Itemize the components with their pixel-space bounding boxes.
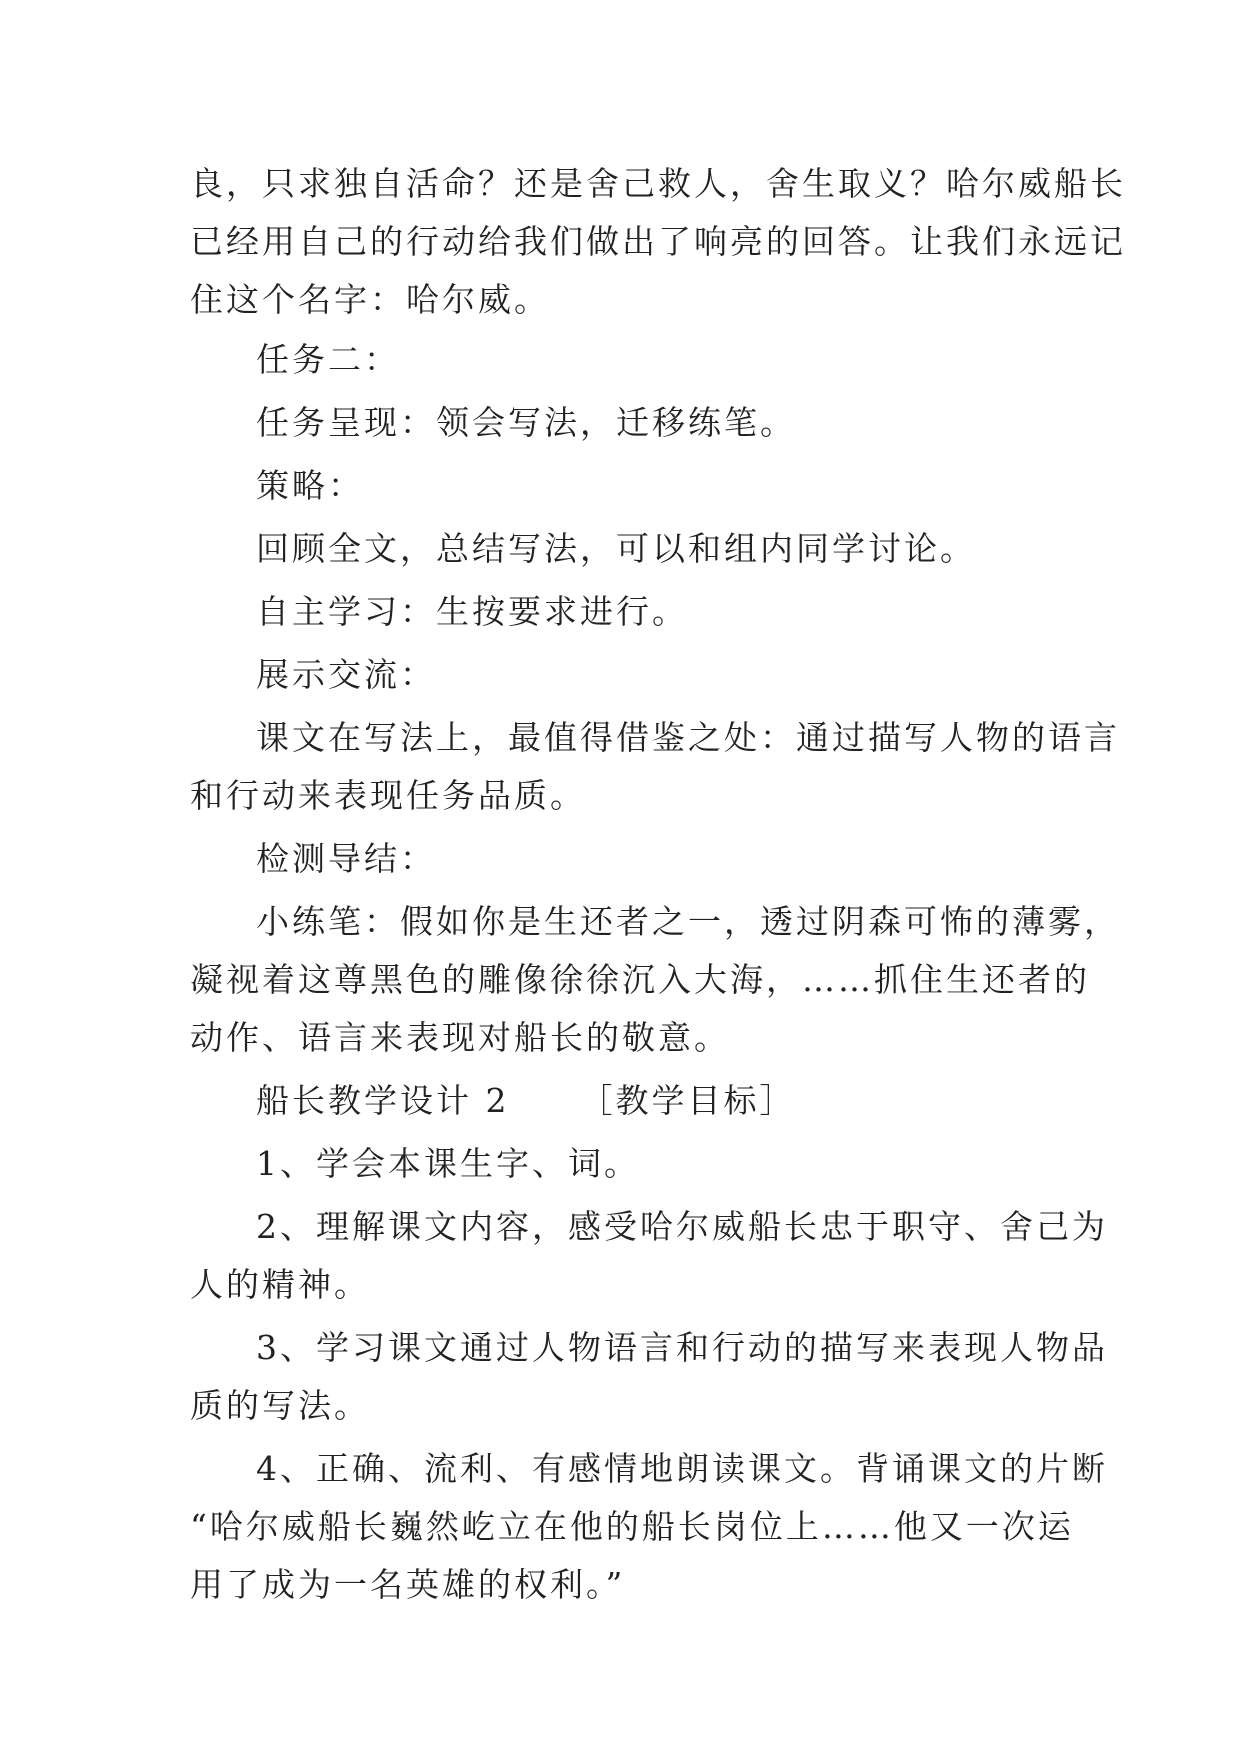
- goal-item-3: [190, 1319, 1108, 1435]
- text-line: “哈尔威船长巍然屹立在他的船长岗位上……他又一次运: [190, 1507, 1074, 1546]
- text-line: 质的写法。: [190, 1386, 370, 1425]
- text-line: 用了成为一名英雄的权利。”: [190, 1565, 626, 1604]
- goal-item-1: 1、学会本课生字、词。: [256, 1144, 640, 1183]
- heading-strategy: 策略：: [256, 466, 364, 505]
- heading-check: 检测导结：: [256, 839, 436, 878]
- text-line: 和行动来表现任务品质。: [190, 776, 586, 815]
- paragraph-practice: [190, 893, 1120, 1067]
- paragraph-task-present: 任务呈现：领会写法，迁移练笔。: [256, 403, 796, 442]
- goal-item-2: [190, 1198, 1108, 1314]
- heading-task-two: 任务二：: [256, 340, 400, 379]
- text-line: 小练笔：假如你是生还者之一，透过阴森可怖的薄雾，: [256, 902, 1120, 941]
- text-line: 4、正确、流利、有感情地朗读课文。背诵课文的片断: [256, 1449, 1108, 1488]
- text-line: 良，只求独自活命？还是舍己救人，舍生取义？哈尔威船长: [190, 164, 1126, 203]
- text-line: 2、理解课文内容，感受哈尔威船长忠于职守、舍己为: [256, 1207, 1108, 1246]
- text-line: 人的精神。: [190, 1265, 370, 1304]
- text-line: 住这个名字：哈尔威。: [190, 280, 550, 319]
- paragraph-self-study: 自主学习：生按要求进行。: [256, 592, 688, 631]
- text-line: 3、学习课文通过人物语言和行动的描写来表现人物品: [256, 1328, 1108, 1367]
- paragraph-review: 回顾全文，总结写法，可以和组内同学讨论。: [256, 529, 976, 568]
- paragraph-conclusion: [190, 155, 1126, 329]
- text-line: 凝视着这尊黑色的雕像徐徐沉入大海，……抓住生还者的: [190, 960, 1090, 999]
- goal-item-4: [190, 1440, 1108, 1614]
- text-line: 已经用自己的行动给我们做出了响亮的回答。让我们永远记: [190, 222, 1126, 261]
- text-line: 课文在写法上，最值得借鉴之处：通过描写人物的语言: [256, 718, 1120, 757]
- design-goal-label: ［教学目标］: [579, 1081, 796, 1120]
- paragraph-lesson: [190, 709, 1120, 825]
- design-heading: [190, 1072, 1060, 1130]
- design-title: 船长教学设计 2: [256, 1081, 510, 1120]
- text-line: 动作、语言来表现对船长的敬意。: [190, 1018, 730, 1057]
- document-page: [190, 155, 1126, 1616]
- heading-exchange: 展示交流：: [256, 655, 436, 694]
